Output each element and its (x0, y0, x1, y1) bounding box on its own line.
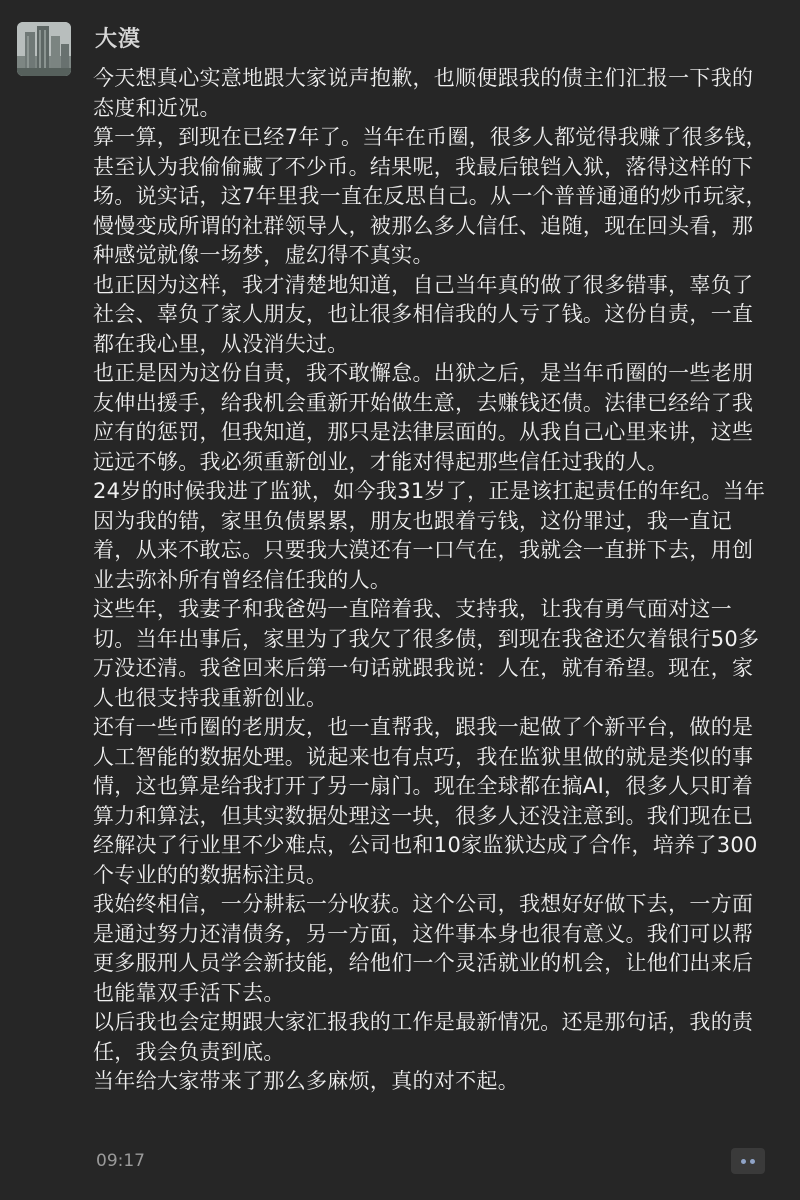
post-paragraph: 以后我也会定期跟大家汇报我的工作是最新情况。还是那句话，我的责任，我会负责到底。 (93, 1010, 754, 1064)
post-paragraph: 24岁的时候我进了监狱，如今我31岁了，正是该扛起责任的年纪。当年因为我的错，家里负债累累，朋友也跟着亏钱，这份罪过，我一直记着，从来不敢忘。只要我大漠还有一口气在，我就会一直拼下去，用创业去弥补所有曾经信任我的人。 (93, 479, 766, 592)
post-paragraph: 还有一些币圈的老朋友，也一直帮我，跟我一起做了个新平台，做的是人工智能的数据处理。说起来也有点巧，我在监狱里做的就是类似的事情，这也算是给我打开了另一扇门。现在全球都在搞AI，很多人只盯着算力和算法，但其实数据处理这一块，很多人还没注意到。我们现在已经解决了行业里不少难点，公司也和10家监狱达成了合作，培养了300个专业的的数据标注员。 (93, 715, 758, 887)
post-paragraph: 这些年，我妻子和我爸妈一直陪着我、支持我，让我有勇气面对这一切。当年出事后，家里为了我欠了很多债，到现在我爸还欠着银行50多万没还清。我爸回来后第一句话就跟我说：人在，就有希望。现在，家人也很支持我重新创业。 (93, 597, 760, 710)
avatar[interactable] (17, 22, 71, 76)
post-paragraph: 我始终相信，一分耕耘一分收获。这个公司，我想好好做下去，一方面是通过努力还清债务，另一方面，这件事本身也很有意义。我们可以帮更多服刑人员学会新技能，给他们一个灵活就业的机会，让他们出来后也能靠双手活下去。 (93, 892, 754, 1005)
more-icon (750, 1159, 755, 1164)
more-button[interactable] (731, 1148, 765, 1174)
author-name[interactable]: 大漠 (95, 27, 142, 52)
post-content (93, 64, 773, 1097)
post-paragraph: 算一算，到现在已经7年了。当年在币圈，很多人都觉得我赚了很多钱，甚至认为我偷偷藏了不少币。结果呢，我最后锒铛入狱，落得这样的下场。说实话，这7年里我一直在反思自己。从一个普普通通的炒币玩家，慢慢变成所谓的社群领导人，被那么多人信任、追随，现在回头看，那种感觉就像一场梦，虚幻得不真实。 (93, 125, 767, 267)
post-paragraph: 当年给大家带来了那么多麻烦，真的对不起。 (93, 1069, 519, 1093)
more-icon (741, 1159, 746, 1164)
post-paragraph: 今天想真心实意地跟大家说声抱歉，也顺便跟我的债主们汇报一下我的态度和近况。 (93, 66, 754, 120)
post-time: 09:17 (96, 1151, 145, 1171)
post-paragraph: 也正是因为这份自责，我不敢懈怠。出狱之后，是当年币圈的一些老朋友伸出援手，给我机会重新开始做生意，去赚钱还债。法律已经给了我应有的惩罚，但我知道，那只是法律层面的。从我自己心里来讲，这些远远不够。我必须重新创业，才能对得起那些信任过我的人。 (93, 361, 754, 474)
city-building-avatar-icon (17, 22, 71, 76)
post-paragraph: 也正因为这样，我才清楚地知道，自己当年真的做了很多错事，辜负了社会、辜负了家人朋友，也让很多相信我的人亏了钱。这份自责，一直都在我心里，从没消失过。 (93, 272, 754, 356)
